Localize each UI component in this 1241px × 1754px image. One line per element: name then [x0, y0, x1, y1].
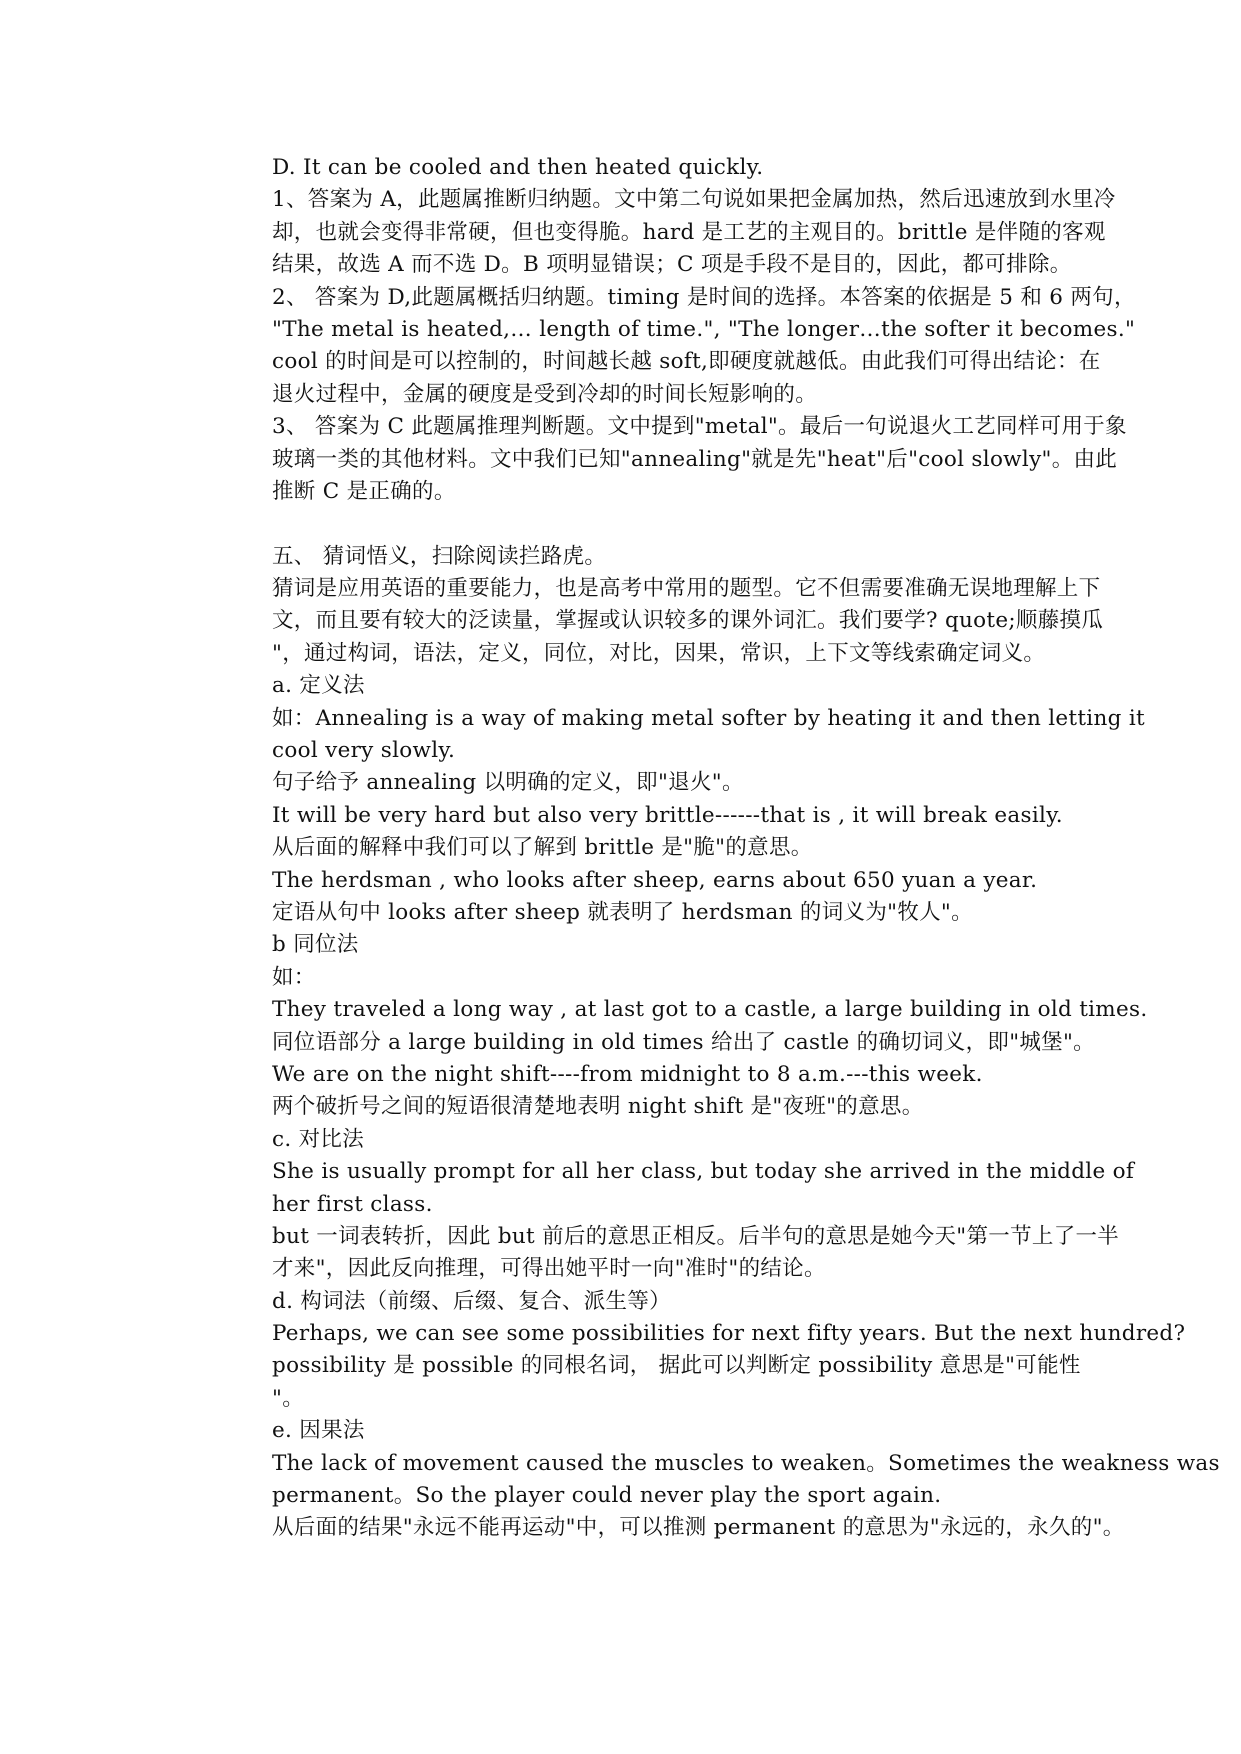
text-line: cool very slowly. — [272, 738, 456, 764]
subheading-definition: a. 定义法 — [272, 673, 365, 699]
text-line: 猜词是应用英语的重要能力，也是高考中常用的题型。它不但需要准确无误地理解上下 — [272, 576, 1101, 602]
text-line: 退火过程中，金属的硬度是受到冷却的时间长短影响的。 — [272, 381, 818, 407]
text-line: 从后面的结果"永远不能再运动"中，可以推测 permanent 的意思为"永远的，永久的"。 — [272, 1515, 1125, 1541]
text-line: possibility 是 possible 的同根名词， 据此可以判断定 possibility 意思是"可能性 — [272, 1353, 1081, 1379]
text-line: 却，也就会变得非常硬，但也变得脆。hard 是工艺的主观目的。brittle 是伴随的客观 — [272, 219, 1106, 245]
section-heading: 五、 猜词悟义，扫除阅读拦路虎。 — [272, 543, 607, 569]
document-page — [272, 152, 1234, 1545]
text-line: We are on the night shift----from midnight to 8 a.m.---this week. — [272, 1061, 983, 1087]
text-line: Perhaps, we can see some possibilities for next fifty years. But the next hundred? — [272, 1321, 1186, 1347]
answer-section — [272, 152, 1234, 508]
word-guessing-section — [272, 541, 1234, 1545]
text-line: 结果，故选 A 而不选 D。B 项明显错误；C 项是手段不是目的，因此，都可排除。 — [272, 252, 1072, 278]
text-line: It will be very hard but also very brittle------that is , it will break easily. — [272, 802, 1063, 828]
text-line: "。 — [272, 1385, 304, 1411]
text-line: 两个破折号之间的短语很清楚地表明 night shift 是"夜班"的意思。 — [272, 1094, 924, 1120]
subheading-contrast: c. 对比法 — [272, 1126, 365, 1152]
text-line: She is usually prompt for all her class, but today she arrived in the middle of — [272, 1159, 1135, 1185]
text-line: her first class. — [272, 1191, 433, 1217]
text-line: 才来"，因此反向推理，可得出她平时一向"准时"的结论。 — [272, 1256, 826, 1282]
text-line: 2、 答案为 D,此题属概括归纳题。timing 是时间的选择。本答案的依据是 5 和 6 两句， — [272, 284, 1136, 310]
paragraph-spacer — [272, 508, 1234, 540]
text-line: 从后面的解释中我们可以了解到 brittle 是"脆"的意思。 — [272, 835, 813, 861]
subheading-appositive: b 同位法 — [272, 932, 359, 958]
text-line: 玻璃一类的其他材料。文中我们已知"annealing"就是先"heat"后"cool slowly"。由此 — [272, 446, 1118, 472]
text-line: cool 的时间是可以控制的，时间越长越 soft,即硬度就越低。由此我们可得出结论：在 — [272, 349, 1101, 375]
text-line: 如：Annealing is a way of making metal softer by heating it and then letting it — [272, 705, 1145, 731]
text-line: 句子给予 annealing 以明确的定义，即"退火"。 — [272, 770, 744, 796]
text-line: The lack of movement caused the muscles to weaken。Sometimes the weakness was — [272, 1450, 1220, 1476]
text-line: "，通过构词，语法，定义，同位，对比，因果，常识，上下文等线索确定词义。 — [272, 640, 1046, 666]
text-line: 如： — [272, 964, 316, 990]
subheading-word-formation: d. 构词法（前缀、后缀、复合、派生等） — [272, 1288, 671, 1314]
text-line: D. It can be cooled and then heated quickly. — [272, 155, 764, 180]
text-line: 推断 C 是正确的。 — [272, 478, 456, 504]
text-line: They traveled a long way , at last got to a castle, a large building in old times. — [272, 997, 1148, 1023]
text-line: 同位语部分 a large building in old times 给出了 castle 的确切词义，即"城堡"。 — [272, 1029, 1095, 1055]
text-line: "The metal is heated,… length of time.", "The longer…the softer it becomes." — [272, 316, 1136, 342]
text-line: permanent。So the player could never play the sport again. — [272, 1483, 942, 1509]
text-line: 3、 答案为 C 此题属推理判断题。文中提到"metal"。最后一句说退火工艺同样可用于象 — [272, 414, 1127, 440]
subheading-cause-effect: e. 因果法 — [272, 1418, 365, 1444]
text-line: The herdsman , who looks after sheep, earns about 650 yuan a year. — [272, 867, 1038, 893]
text-line: but 一词表转折，因此 but 前后的意思正相反。后半句的意思是她今天"第一节上了一半 — [272, 1223, 1120, 1249]
text-line: 文，而且要有较大的泛读量，掌握或认识较多的课外词汇。我们要学? quote;顺藤摸瓜 — [272, 608, 1104, 634]
text-line: 1、答案为 A，此题属推断归纳题。文中第二句说如果把金属加热，然后迅速放到水里冷 — [272, 187, 1116, 213]
text-line: 定语从句中 looks after sheep 就表明了 herdsman 的词义为"牧人"。 — [272, 899, 973, 925]
